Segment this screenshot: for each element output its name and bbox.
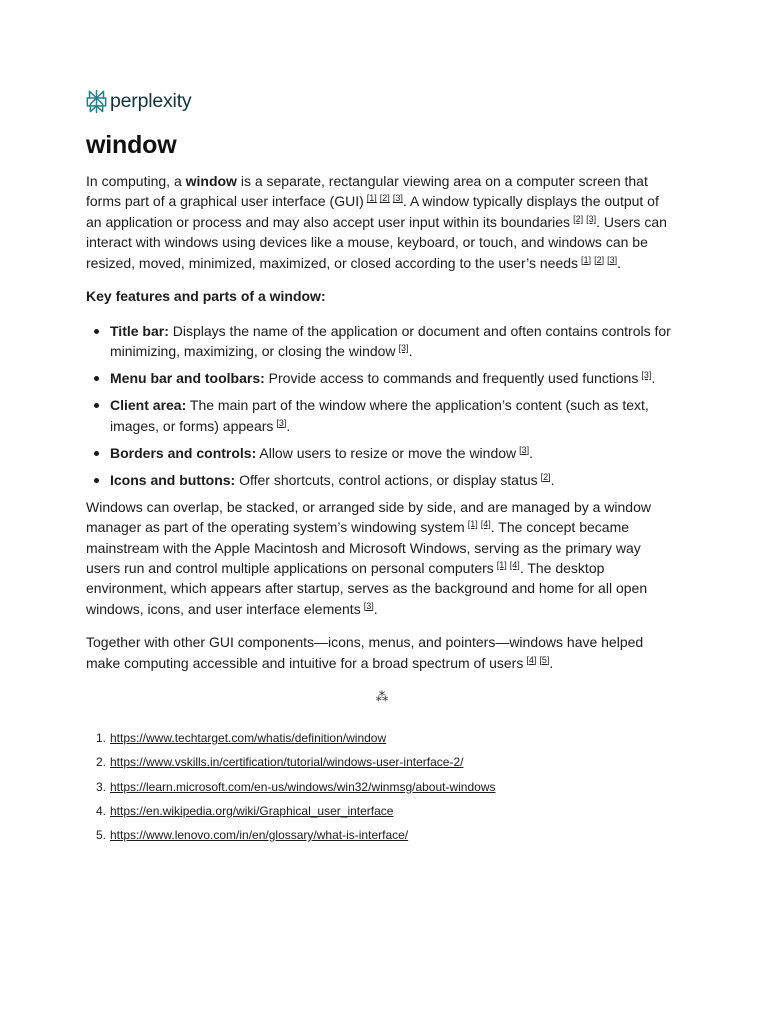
citation-link[interactable]: [4] (526, 654, 537, 665)
text-run: . (408, 343, 413, 360)
text-run: . (550, 471, 555, 488)
feature-item-menu-bar (110, 368, 678, 388)
citation-link[interactable]: [2] (594, 254, 605, 265)
text-run: . (617, 254, 621, 271)
feature-item-icons-buttons (110, 470, 678, 490)
text-run: Windows can overlap, be stacked, or arranged side by side, and are managed by a window manager as part of the operating system’s windowing system (86, 498, 651, 536)
perplexity-wordmark: perplexity (110, 90, 192, 112)
reference-number: 4. (95, 803, 106, 818)
bold-term: Icons and buttons: (110, 471, 236, 488)
references-list (86, 730, 678, 843)
bold-term: Borders and controls: (110, 444, 257, 461)
reference-number: 3. (95, 779, 106, 794)
citation-link[interactable]: [3] (519, 444, 530, 455)
reference-item (86, 754, 678, 770)
reference-link[interactable]: https://www.lenovo.com/in/en/glossary/what-is-interface/ (110, 828, 409, 842)
citation-link[interactable]: [1] (366, 193, 377, 204)
reference-item (86, 827, 678, 843)
text-run: Displays the name of the application or document and often contains controls for minimizing, maximizing, or closing the window (110, 322, 671, 360)
text-run: . (651, 370, 656, 387)
citation-link[interactable]: [1] (581, 254, 592, 265)
citation-link[interactable]: [3] (641, 370, 652, 381)
bold-term: Menu bar and toolbars: (110, 370, 265, 387)
text-run: . Users can interact with windows using devices like a mouse, keyboard, or touch, and windows can be resized, moved, minimized, maximized, or closed according to the user’s needs (86, 213, 667, 271)
citation-link[interactable]: [5] (539, 654, 550, 665)
body-paragraph-3 (86, 632, 678, 673)
bold-term: Title bar: (110, 322, 169, 339)
text-run: . (373, 600, 378, 617)
citation-link[interactable]: [3] (607, 254, 618, 265)
reference-item (86, 803, 678, 819)
bold-term: Client area: (110, 397, 187, 414)
text-run: . The concept became mainstream with the Apple Macintosh and Microsoft Windows, serving as the primary way users run and control multiple applications on personal computers (86, 519, 641, 576)
feature-item-borders (110, 443, 678, 463)
reference-number: 1. (95, 731, 106, 745)
citation-link[interactable]: [4] (480, 519, 491, 530)
reference-item (86, 730, 678, 746)
feature-item-client-area (110, 395, 678, 436)
text-run: Provide access to commands and frequently used functions (264, 370, 639, 387)
citation-link[interactable]: [3] (586, 213, 597, 224)
text-run: Offer shortcuts, control actions, or display status (235, 471, 538, 488)
text-run: The main part of the window where the application’s content (such as text, images, or forms) appears (110, 397, 649, 434)
citation-link[interactable]: [3] (276, 417, 287, 428)
citation-link[interactable]: [2] (540, 471, 551, 482)
text-run: . (529, 444, 534, 461)
perplexity-logo[interactable] (86, 88, 678, 114)
text-run: In computing, a (86, 173, 186, 189)
reference-number: 5. (95, 828, 106, 842)
feature-item-title-bar (110, 321, 678, 362)
citation-link[interactable]: [4] (509, 559, 520, 570)
features-heading-text: Key features and parts of a window: (86, 288, 326, 305)
body-paragraph-2 (86, 497, 678, 619)
page-title: window (86, 131, 177, 159)
reference-number: 2. (95, 755, 106, 770)
text-run: . A window typically displays the output of an application or process and may also accept user input within its boundaries (86, 193, 659, 230)
perplexity-logo-icon (86, 89, 107, 114)
text-run: . (549, 654, 554, 671)
features-heading (86, 286, 678, 306)
features-list (86, 321, 678, 490)
citation-link[interactable]: [2] (573, 213, 584, 224)
reference-link[interactable]: https://www.techtarget.com/whatis/definition/window (110, 731, 387, 745)
section-separator: ⁂ (375, 690, 389, 705)
reference-link[interactable]: https://learn.microsoft.com/en-us/windows/win32/winmsg/about-windows (110, 779, 496, 794)
text-run: . The desktop environment, which appears after startup, serves as the background and home for all open windows, icons, and user interface elements (86, 559, 648, 617)
citation-link[interactable]: [2] (379, 193, 390, 204)
reference-link[interactable]: https://en.wikipedia.org/wiki/Graphical_user_interface (110, 803, 394, 818)
reference-item (86, 779, 678, 795)
citation-link[interactable]: [3] (363, 600, 374, 611)
citation-link[interactable]: [3] (392, 193, 403, 204)
citation-link[interactable]: [1] (467, 519, 478, 530)
citation-link[interactable]: [1] (496, 559, 507, 570)
text-run: . (286, 417, 291, 434)
text-run: Together with other GUI components—icons, menus, and pointers—windows have helped make computing accessible and intuitive for a broad spectrum of users (86, 634, 644, 671)
text-run: is a separate, rectangular viewing area on a computer screen that forms part of a graphical user interface (GUI) (86, 173, 648, 210)
bold-term: window (185, 173, 237, 189)
citation-link[interactable]: [3] (398, 343, 409, 354)
text-run: Allow users to resize or move the window (256, 444, 517, 461)
reference-link[interactable]: https://www.vskills.in/certification/tutorial/windows-user-interface-2/ (110, 755, 464, 770)
intro-paragraph (86, 171, 678, 273)
